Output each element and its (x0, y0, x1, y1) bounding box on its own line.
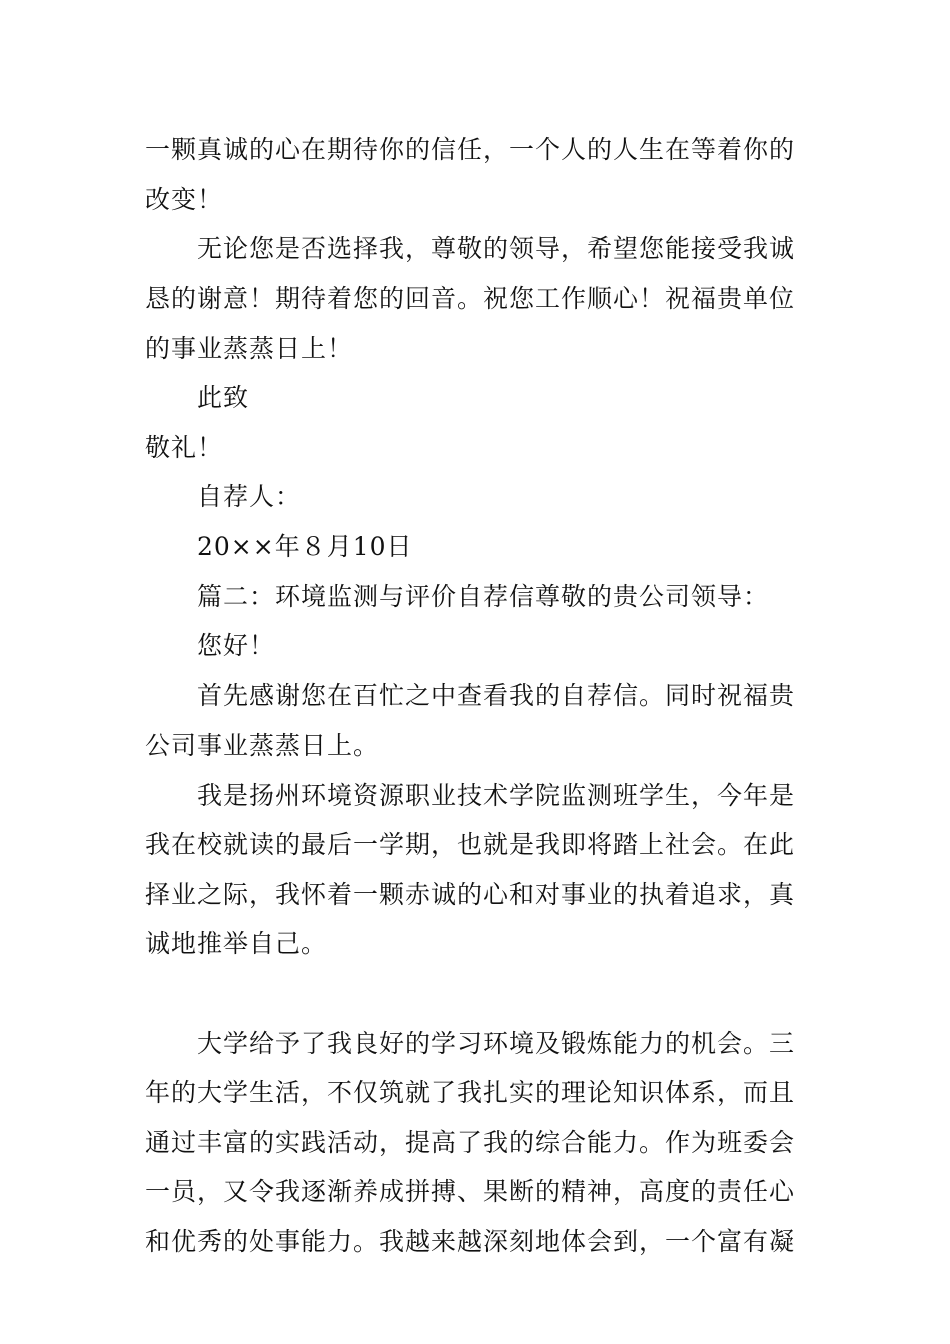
letter-date: 20××年８月10日 (197, 532, 413, 561)
text-line: 和优秀的处事能力。我越来越深刻地体会到，一个富有凝 (145, 1227, 796, 1256)
text-line: 我是扬州环境资源职业技术学院监测班学生，今年是 (197, 781, 796, 810)
text-line: 我在校就读的最后一学期，也就是我即将踏上社会。在此 (145, 830, 796, 859)
text-line: 首先感谢您在百忙之中查看我的自荐信。同时祝福贵 (197, 681, 796, 710)
signature-label: 自荐人： (197, 482, 302, 511)
text-line: 择业之际，我怀着一颗赤诚的心和对事业的执着追求，真 (145, 880, 796, 909)
text-line: 大学给予了我良好的学习环境及锻炼能力的机会。三 (197, 1029, 796, 1058)
salutation-closing: 此致 (197, 383, 250, 412)
salutation-regards: 敬礼！ (145, 433, 224, 462)
greeting: 您好！ (197, 631, 276, 660)
text-line: 通过丰富的实践活动，提高了我的综合能力。作为班委会 (145, 1128, 796, 1157)
text-line: 改变！ (145, 185, 224, 214)
text-line: 恳的谢意！期待着您的回音。祝您工作顺心！祝福贵单位 (145, 284, 796, 313)
text-line: 一员，又令我逐渐养成拼搏、果断的精神，高度的责任心 (145, 1177, 796, 1206)
text-line: 一颗真诚的心在期待你的信任，一个人的人生在等着你的 (145, 135, 796, 164)
section-heading: 篇二：环境监测与评价自荐信尊敬的贵公司领导： (197, 582, 770, 611)
text-line: 公司事业蒸蒸日上。 (145, 731, 380, 760)
text-line: 的事业蒸蒸日上！ (145, 334, 354, 363)
text-line: 年的大学生活，不仅筑就了我扎实的理论知识体系，而且 (145, 1078, 796, 1107)
text-line: 诚地推举自己。 (145, 929, 328, 958)
text-line: 无论您是否选择我，尊敬的领导，希望您能接受我诚 (197, 234, 796, 263)
